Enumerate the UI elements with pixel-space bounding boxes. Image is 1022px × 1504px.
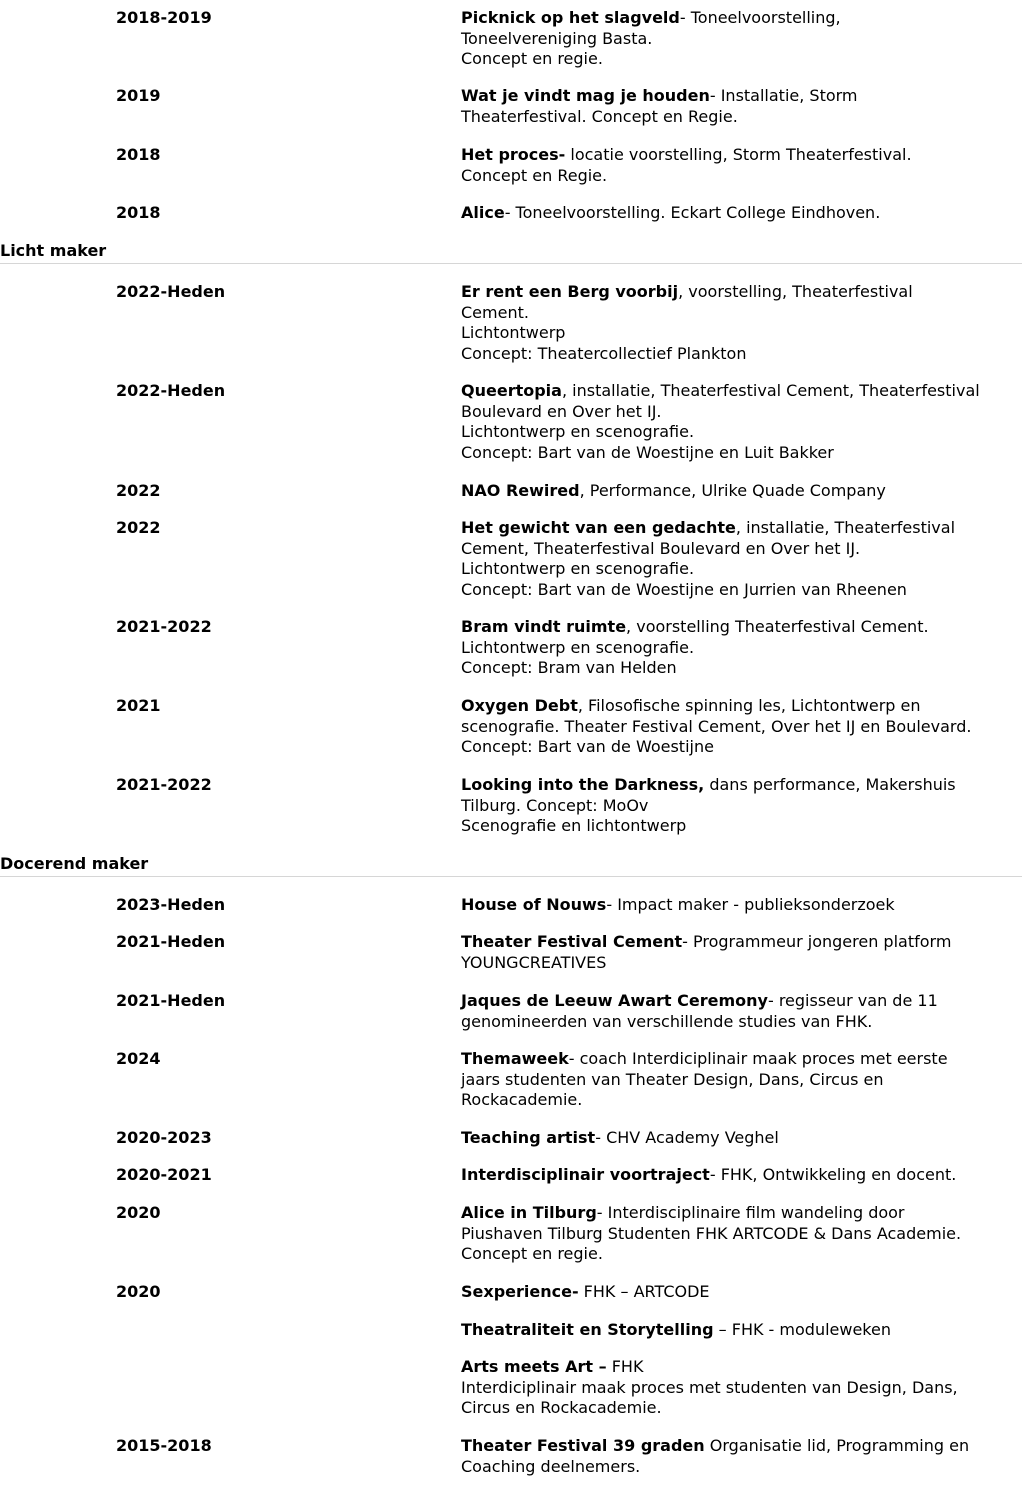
description-line [461,775,1019,796]
line-text: Cement, Theaterfestival Boulevard en Over het IJ. [461,538,861,558]
entry-description [461,617,1019,679]
line-text: scenografie. Theater Festival Cement, Over het IJ en Boulevard. [461,716,972,736]
line-text: jaars studenten van Theater Design, Dans, Circus en [461,1069,884,1089]
line-text: - Interdisciplinaire film wandeling door [596,1203,905,1222]
line-text: FHK [606,1357,644,1376]
entry-year: 2020 [116,1282,161,1301]
description-line [461,1378,1019,1399]
line-text: , voorstelling, Theaterfestival [678,282,913,301]
line-text: Concept en Regie. [461,165,608,185]
description-line [461,1282,1019,1303]
description-line [461,402,1019,423]
description-line [461,1244,1019,1265]
description-line [461,8,1019,29]
entry-description [461,203,1019,224]
project-title: Themaweek [461,1049,569,1068]
line-text: , Filosofische spinning les, Lichtontwerp en [577,696,921,715]
line-text: Concept en regie. [461,1244,603,1263]
description-line [461,1090,1019,1111]
line-text: Concept: Bart van de Woestijne en Jurrien van Rheenen [461,579,907,599]
entry-description [461,696,1019,758]
entry-year: 2018 [116,203,161,222]
project-title: Bram vindt ruimte [461,617,627,636]
description-line [461,166,1019,187]
entry-year: 2018-2019 [116,8,212,27]
line-text: - regisseur van de 11 [767,991,938,1010]
description-line [461,344,1019,365]
project-title: Er rent een Berg voorbij [461,282,679,301]
line-text: YOUNGCREATIVES [461,952,607,972]
description-line [461,29,1019,50]
description-line [461,203,1019,224]
project-title: Interdisciplinair voortraject [461,1165,710,1184]
entry-year: 2015-2018 [116,1436,212,1455]
project-title: Wat je vindt mag je houden [461,86,710,105]
line-text: – FHK - moduleweken [713,1320,891,1339]
project-title: Teaching artist [461,1128,596,1147]
description-line [461,737,1019,758]
description-line [461,107,1019,128]
line-text: Cement. [461,302,529,322]
entry-description [461,381,1019,463]
entry-year: 2021-Heden [116,932,226,951]
entry-year: 2020-2021 [116,1165,212,1184]
project-title: Arts meets Art – [461,1357,607,1376]
line-text: Lichtontwerp en scenografie. [461,422,695,441]
entry-year: 2021 [116,696,161,715]
line-text: - Installatie, Storm [709,86,858,105]
entry-year: 2022 [116,518,161,537]
description-line [461,717,1019,738]
project-title: Het gewicht van een gedachte [461,518,736,537]
entry-year: 2022 [116,481,161,500]
line-text: Concept: Bart van de Woestijne en Luit Bakker [461,442,834,462]
line-text: Concept en regie. [461,49,603,68]
entry-description [461,1282,1019,1303]
project-title: Alice [461,203,505,222]
entry-description [461,775,1019,837]
entry-description [461,1436,1019,1477]
description-line [461,617,1019,638]
line-text: Circus en Rockacademie. [461,1398,662,1417]
entry-year: 2019 [116,86,161,105]
entry-year: 2021-2022 [116,775,212,794]
line-text: - FHK, Ontwikkeling en docent. [709,1165,957,1184]
description-line [461,895,1019,916]
entry-description [461,1049,1019,1111]
description-line [461,816,1019,837]
project-title: Theatraliteit en Storytelling [461,1320,714,1339]
entry-year: 2018 [116,145,161,164]
entry-description [461,1203,1019,1265]
description-line [461,696,1019,717]
line-text: Concept: Bart van de Woestijne [461,737,714,756]
description-line [461,323,1019,344]
entry-description [461,481,1019,502]
entry-description [461,282,1019,364]
project-title: Jaques de Leeuw Awart Ceremony [461,991,768,1010]
line-text: Piushaven Tilburg Studenten FHK ARTCODE & Dans Academie. [461,1223,962,1243]
description-line [461,991,1019,1012]
entry-description [461,1128,1019,1149]
description-line [461,1224,1019,1245]
entry-description [461,1320,1019,1341]
line-text: FHK – ARTCODE [578,1282,710,1301]
entry-description [461,145,1019,186]
line-text: Tilburg. Concept: MoOv [461,795,649,815]
description-line [461,658,1019,679]
line-text: locatie voorstelling, Storm Theaterfestival. [565,145,912,164]
entry-year: 2022-Heden [116,282,226,301]
line-text: - coach Interdiciplinair maak proces met eerste [568,1049,948,1068]
project-title: Queertopia [461,381,562,400]
description-line [461,1203,1019,1224]
line-text: genomineerden van verschillende studies van FHK. [461,1011,873,1031]
project-title: Looking into the Darkness, [461,775,705,794]
project-title: Theater Festival Cement [461,932,683,951]
project-title: Sexperience- [461,1282,579,1301]
entry-description [461,518,1019,600]
description-line [461,1165,1019,1186]
description-line [461,1012,1019,1033]
description-line [461,518,1019,539]
section-heading: Docerend maker [0,854,1022,877]
line-text: dans performance, Makershuis [704,775,956,794]
line-text: , installatie, Theaterfestival [735,518,956,537]
entry-description [461,932,1019,973]
line-text: Rockacademie. [461,1090,583,1109]
entry-year: 2021-2022 [116,617,212,636]
description-line [461,145,1019,166]
line-text: Interdiciplinair maak proces met studenten van Design, Dans, [461,1377,958,1397]
line-text: Scenografie en lichtontwerp [461,816,687,835]
description-line [461,1049,1019,1070]
description-line [461,796,1019,817]
description-line [461,932,1019,953]
project-title: House of Nouws [461,895,607,914]
line-text: Lichtontwerp en scenografie. [461,559,695,578]
line-text: Concept: Bram van Helden [461,658,677,677]
section-heading: Licht maker [0,241,1022,264]
description-line [461,422,1019,443]
description-line [461,1357,1019,1378]
entry-description [461,8,1019,70]
line-text: Lichtontwerp [461,323,566,342]
description-line [461,1320,1019,1341]
project-title: Picknick op het slagveld [461,8,680,27]
entry-description [461,991,1019,1032]
line-text: Lichtontwerp en scenografie. [461,637,695,657]
project-title: Oxygen Debt [461,696,578,715]
line-text: - Impact maker - publieksonderzoek [606,895,895,914]
line-text: - Toneelvoorstelling. Eckart College Eindhoven. [504,203,881,222]
description-line [461,638,1019,659]
description-line [461,86,1019,107]
line-text: Organisatie lid, Programming en [704,1436,970,1455]
entry-year: 2021-Heden [116,991,226,1010]
line-text: , installatie, Theaterfestival Cement, Theaterfestival [561,381,980,400]
entry-year: 2023-Heden [116,895,226,914]
description-line [461,539,1019,560]
description-line [461,580,1019,601]
line-text: Theaterfestival. Concept en Regie. [461,106,738,126]
entry-description [461,86,1019,127]
project-title: NAO Rewired [461,481,580,500]
line-text: - CHV Academy Veghel [595,1128,779,1147]
line-text: Boulevard en Over het IJ. [461,401,662,421]
line-text: Coaching deelnemers. [461,1456,641,1476]
line-text: - Programmeur jongeren platform [682,932,952,951]
description-line [461,303,1019,324]
project-title: Theater Festival 39 graden [461,1436,705,1455]
description-line [461,443,1019,464]
description-line [461,953,1019,974]
description-line [461,1128,1019,1149]
description-line [461,1070,1019,1091]
description-line [461,559,1019,580]
entry-year: 2020 [116,1203,161,1222]
line-text: Toneelvereniging Basta. [461,28,653,48]
description-line [461,1457,1019,1478]
line-text: , Performance, Ulrike Quade Company [579,481,886,500]
project-title: Alice in Tilburg [461,1203,597,1222]
description-line [461,1436,1019,1457]
entry-year: 2020-2023 [116,1128,212,1147]
line-text: , voorstelling Theaterfestival Cement. [626,617,929,636]
entry-description [461,1165,1019,1186]
line-text: - Toneelvoorstelling, [679,8,841,27]
entry-year: 2024 [116,1049,161,1068]
project-title: Het proces- [461,145,566,164]
entry-description [461,1357,1019,1419]
line-text: Concept: Theatercollectief Plankton [461,343,747,363]
description-line [461,49,1019,70]
description-line [461,1398,1019,1419]
description-line [461,481,1019,502]
entry-year: 2022-Heden [116,381,226,400]
description-line [461,282,1019,303]
entry-description [461,895,1019,916]
description-line [461,381,1019,402]
